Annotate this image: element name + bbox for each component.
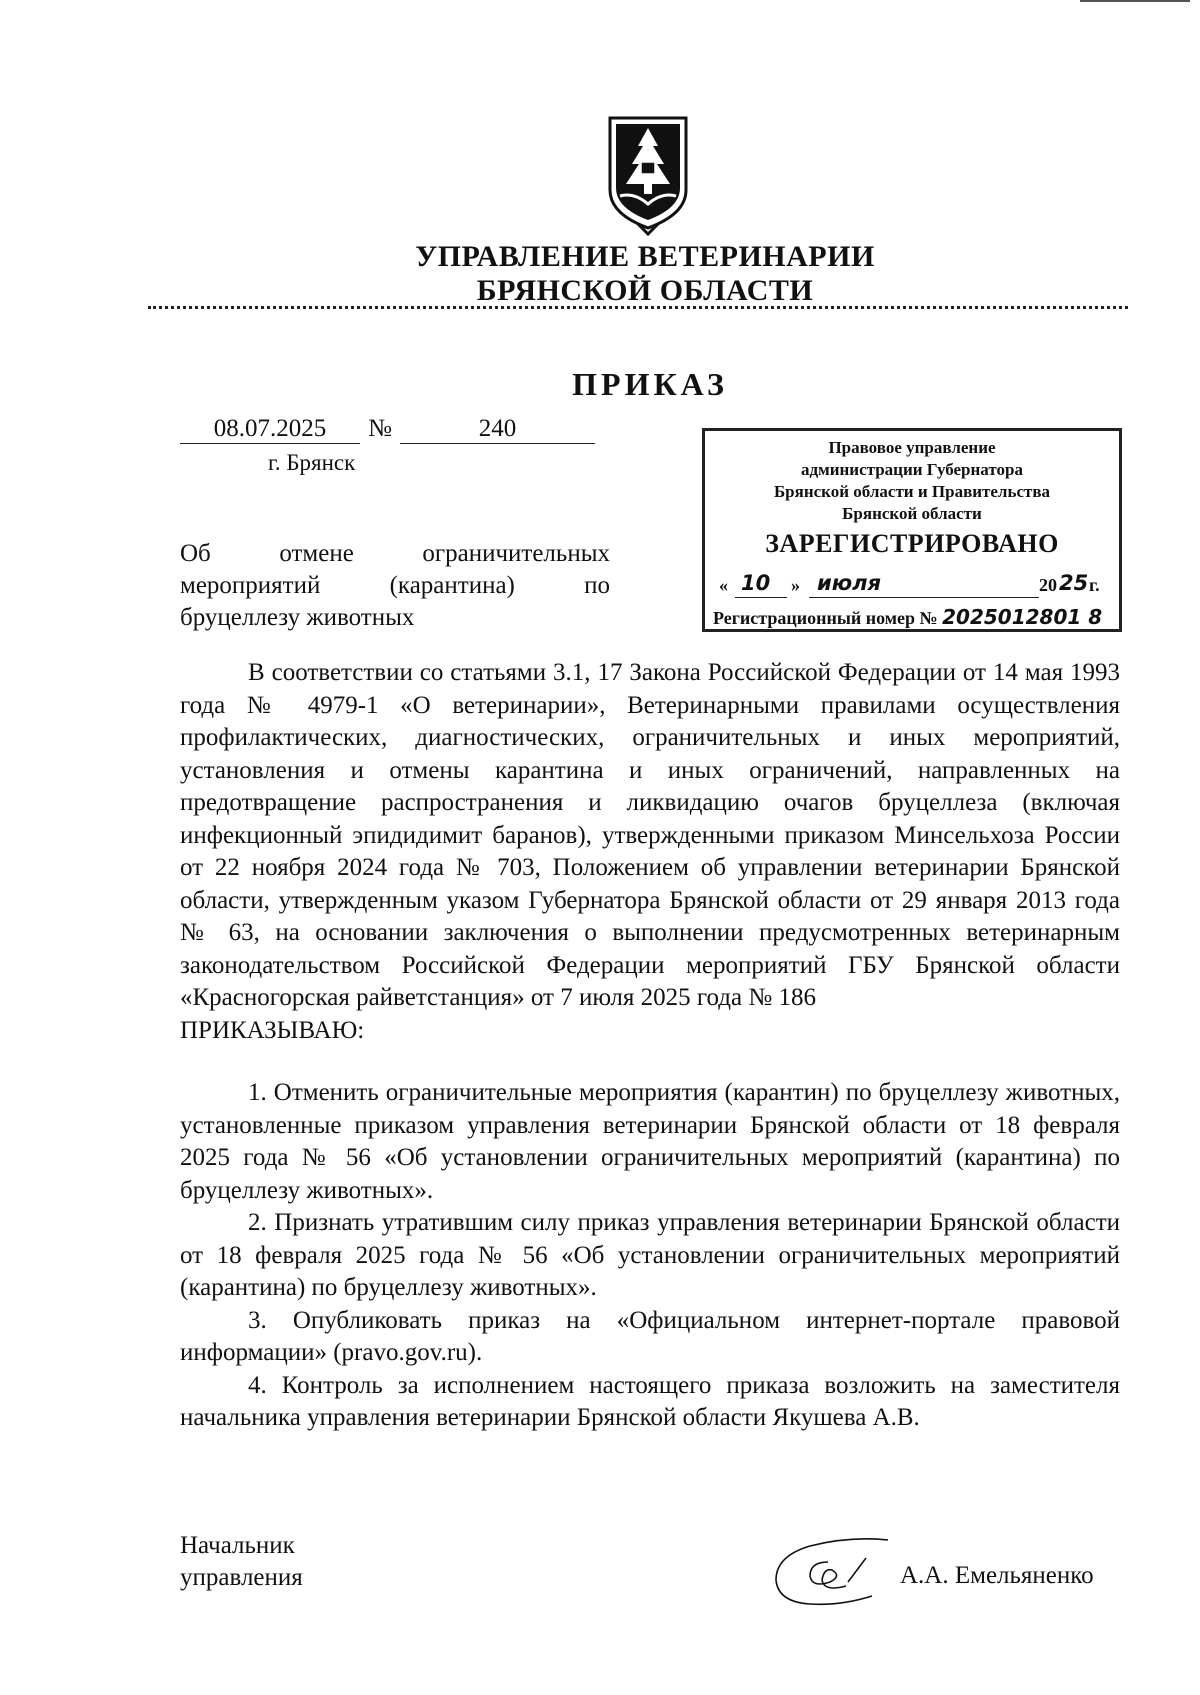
order-item: 4. Контроль за исполнением настоящего приказа возложить на заместителя начальника управления ветеринарии Брянской области Якушева А.В. [180,1371,1120,1431]
scan-corner-mark [1080,0,1190,2]
stamp-line: администрации Губернатора [801,460,1023,479]
org-name-line1: УПРАВЛЕНИЕ ВЕТЕРИНАРИИ [415,240,875,273]
org-name-line2: БРЯНСКОЙ ОБЛАСТИ [476,274,814,307]
stamp-quote-close: » [791,575,800,595]
dotted-divider [148,306,1128,309]
stamp-year-suffix: 25 [1059,571,1089,595]
stamp-year-prefix: 20 [1039,575,1057,595]
stamp-line: Брянской области и Правительства [773,482,1051,501]
signatory-title-line: Начальник [180,1532,295,1559]
subject-line: Об отмене ограничительных [180,540,610,567]
stamp-line: Брянской области [842,504,982,523]
stamp-registered: ЗАРЕГИСТРИРОВАНО [765,529,1059,558]
stamp-month-line [809,597,1039,598]
stamp-regnum [713,605,1117,629]
signatory-title-line: управления [180,1564,303,1591]
document-body [180,657,1120,1435]
stamp-regnum-value: 2025012801 8 [942,605,1103,629]
subject-line: мероприятий (карантина) по [180,572,610,599]
stamp-day-line [735,597,787,598]
stamp-line: Правовое управление [828,438,996,457]
document-subject [180,538,610,634]
stamp-year-unit: г. [1089,575,1100,595]
signatory-name: А.А. Емельяненко [900,1562,1094,1589]
stamp-quote-open: « [719,575,728,595]
number-sign: № [368,415,392,442]
coat-of-arms-icon [598,112,698,237]
stamp-date [717,573,1113,601]
order-item: 3. Опубликовать приказ на «Официальном интернет-портале правовой информации» (pravo.gov.ru). [180,1306,1120,1366]
order-item: 2. Признать утратившим силу приказ управления ветеринарии Брянской области от 18 февраля 2025 года № 56 «Об установлении ограничительных мероприятий (карантина) по бруцеллезу животных». [180,1209,1120,1301]
document-city: г. Брянск [268,450,356,475]
document-date: 08.07.2025 [180,415,360,444]
stamp-day: 10 [741,571,771,595]
stamp-regnum-label: Регистрационный номер № [713,608,938,628]
document-title: ПРИКАЗ [572,366,728,402]
handwritten-signature-icon [770,1532,900,1612]
order-item: 1. Отменить ограничительные мероприятия (карантин) по бруцеллезу животных, установленные приказом управления ветеринарии Брянской области от 18 февраля 2025 года № 56 «Об установлении ограничительных мероприятий (карантина) по бруцеллезу животных». [180,1079,1120,1204]
stamp-month: июля [817,571,881,595]
signatory-title [180,1530,303,1594]
document-number: 240 [400,415,595,444]
registration-stamp [702,428,1122,632]
order-word: ПРИКАЗЫВАЮ: [180,1016,365,1044]
preamble: В соответствии со статьями 3.1, 17 Закона Российской Федерации от 14 мая 1993 года № 4979-1 «О ветеринарии», Ветеринарными правилами осуществления профилактических, диагностических, ограничительных и иных мероприятий, установления и отмены карантина и иных ограничений, направленных на предотвращение распространения и ликвидацию очагов бруцеллеза (включая инфекционный эпидидимит баранов), утвержденными приказом Минсельхоза России от 22 ноября 2024 года № 703, Положением об управлении ветеринарии Брянской области, утвержденным указом Губернатора Брянской области от 29 января 2013 года № 63, на основании заключения о выполнении предусмотренных ветеринарным законодательством Российской Федерации мероприятий ГБУ Брянской области «Красногорская райветстанция» от 7 июля 2025 года № 186 [180,659,1120,1011]
subject-line: бруцеллезу животных [180,604,415,631]
